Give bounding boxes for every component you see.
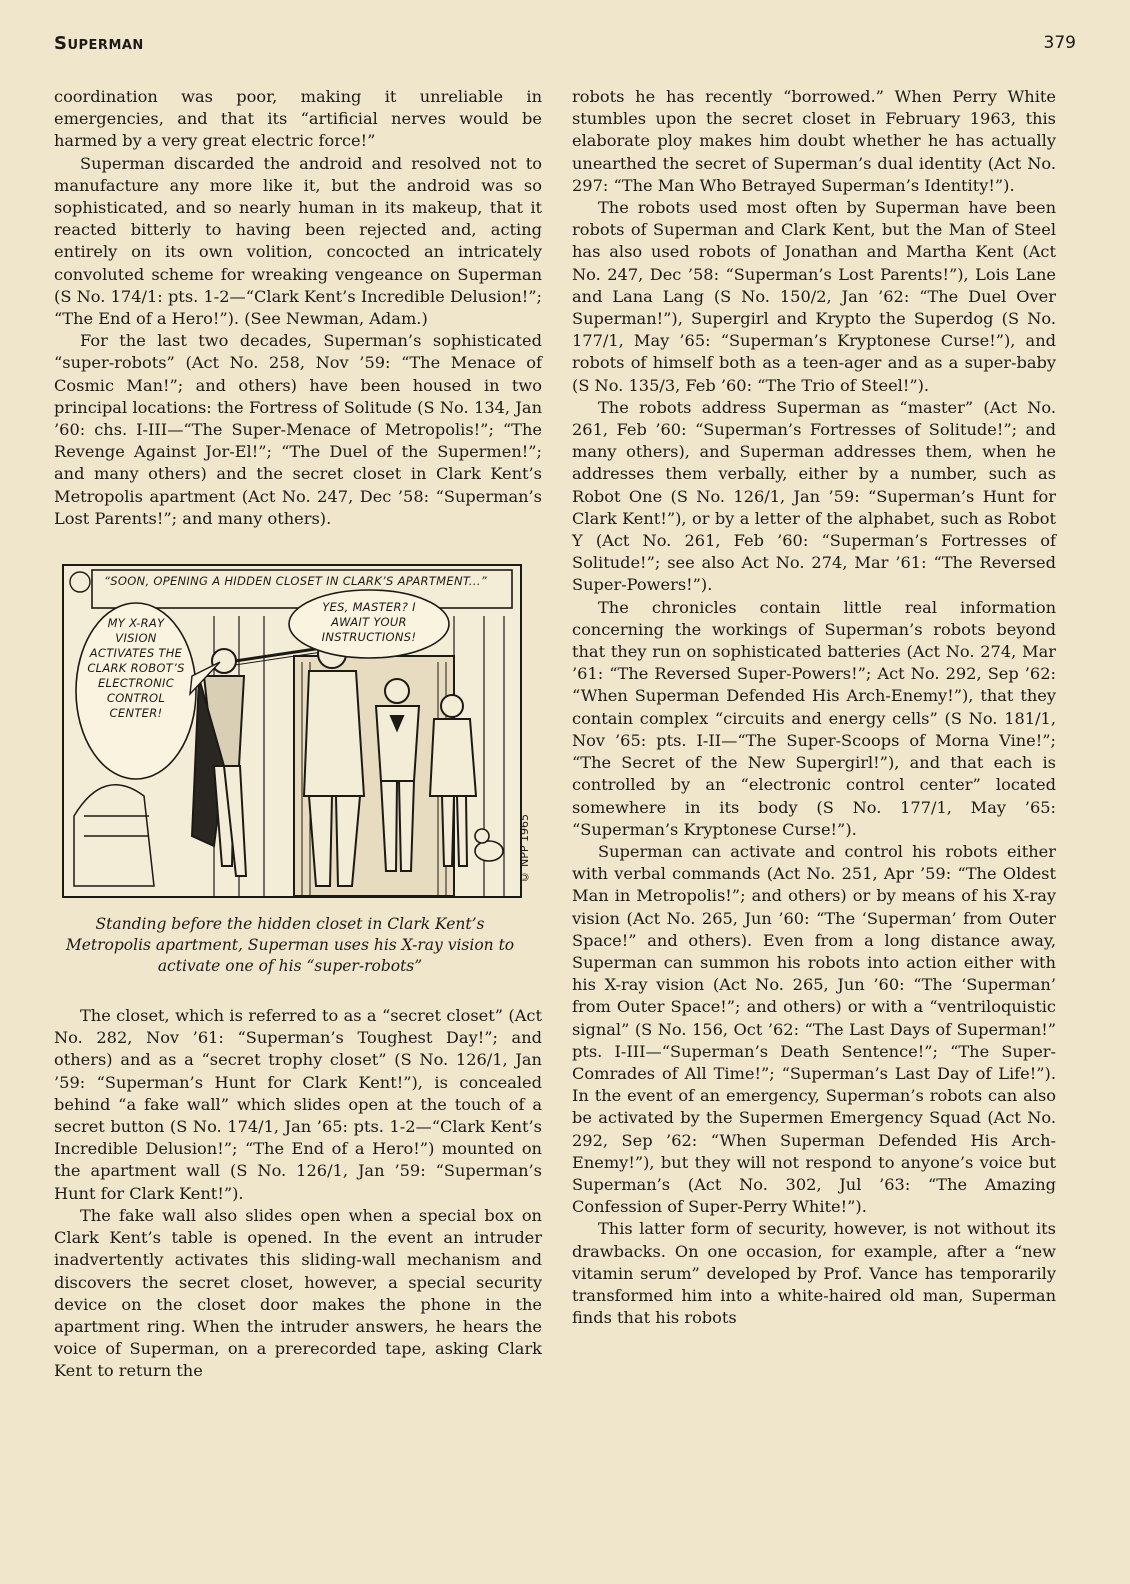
running-head (54, 33, 1076, 61)
left-column-lower (54, 1005, 542, 1382)
running-head-title: Superman (54, 33, 144, 54)
paragraph: For the last two decades, Superman’s sophisticated “super-robots” (Act No. 258, Nov ’59: “The Menace of Cosmic Man!”; and others) have been housed in two principal locations: the Fortress of Solitude (S No. 134, Jan ’60: chs. I-III—“The Super-Menace of Metropolis!”; “The Revenge Against Jor-El!”; “The Duel of the Supermen!”; and many others) and the secret closet in Clark Kent’s Metropolis apartment (Act No. 247, Dec ’58: “Superman’s Lost Parents!”; and many others). (54, 331, 542, 528)
caption-box-text: “SOON, OPENING A HIDDEN CLOSET IN CLARK’S APARTMENT...” (104, 574, 487, 589)
superman-balloon: MY X-RAY VISION ACTIVATES THE CLARK ROBOT’S ELECTRONIC CONTROL CENTER! (87, 616, 185, 721)
paragraph: The fake wall also slides open when a special box on Clark Kent’s table is opened. In the event an intruder inadvertently activates this sliding-wall mechanism and discovers the secret closet, however, a special security device on the closet door makes the phone in the apartment ring. When the intruder answers, he hears the voice of Superman, on a prerecorded tape, asking Clark Kent to return the (54, 1205, 542, 1381)
right-column (572, 86, 1056, 1329)
paragraph: The robots address Superman as “master” (Act No. 261, Feb ’60: “Superman’s Fortresses of Solitude!”; and many others), and Superman addresses them, when he addresses them verbally, either by a number, such as Robot One (S No. 126/1, Jan ’59: “Superman’s Hunt for Clark Kent!”), or by a letter of the alphabet, such as Robot Y (Act No. 261, Feb ’60: “Superman’s Fortresses of Solitude!”; see also Act No. 274, Mar ’61: “The Reversed Super-Powers!”). (572, 397, 1056, 595)
left-column (54, 86, 542, 1383)
paragraph: The chronicles contain little real information concerning the workings of Superman’s robots beyond that they run on sophisticated batteries (Act No. 274, Mar ’61: “The Reversed Super-Powers!”; Act No. 292, Sep ’62: “When Superman Defended His Arch-Enemy!”), that they contain complex “circuits and energy cells” (S No. 181/1, Nov ’65: pts. I-II—“The Super-Scoops of Morna Vine!”; “The Secret of the New Supergirl!”), and that each is controlled by an “electronic control center” located somewhere in its body (S No. 177/1, May ’65: “Superman’s Kryptonese Curse!”). (572, 597, 1056, 839)
paragraph: This latter form of security, however, is not without its drawbacks. On one occasion, for example, after a “new vitamin serum” developed by Prof. Vance has temporarily transformed him into a white-haired old man, Superman finds that his robots (572, 1219, 1056, 1328)
page-number: 379 (1043, 33, 1076, 53)
paragraph: Superman discarded the android and resolved not to manufacture any more like it, but the android was so sophisticated, and so nearly human in its makeup, that it reacted bitterly to having been rejected and, acting entirely on its own volition, concocted an intricately convoluted scheme for wreaking vengeance on Superman (S No. 174/1: pts. 1-2—“Clark Kent’s Incredible Delusion!”; “The End of a Hero!”). (See Newman, Adam.) (54, 153, 542, 329)
paragraph: The robots used most often by Superman have been robots of Superman and Clark Kent, but the Man of Steel has also used robots of Jonathan and Martha Kent (Act No. 247, Dec ’58: “Superman’s Lost Parents!”), Lois Lane and Lana Lang (S No. 150/2, Jan ’62: “The Duel Over Superman!”), Supergirl and Krypto the Superdog (S No. 177/1, May ’65: “Superman’s Kryptonese Curse!”), and robots of himself both as a teen-ager and as a super-baby (S No. 135/3, Feb ’60: “The Trio of Steel!”). (572, 198, 1056, 395)
comic-figure (62, 564, 532, 977)
figure-caption: Standing before the hidden closet in Clark Kent’s Metropolis apartment, Superman uses his X-ray vision to activate one of his “super-robots” (65, 915, 515, 976)
comic-panel (62, 564, 522, 898)
robot-balloon: YES, MASTER? I AWAIT YOUR INSTRUCTIONS! (321, 600, 417, 645)
paragraph: Superman can activate and control his robots either with verbal commands (Act No. 251, Apr ’59: “The Oldest Man in Metropolis!”; and others) or by means of his X-ray vision (Act No. 265, Jun ’60: “The ‘Superman’ from Outer Space!” and others). Even from a long distance away, Superman can summon his robots into action either with his X-ray vision (Act No. 265, Jun ’60: “The ‘Superman’ from Outer Space!”; and others) or with a “ventriloquistic signal” (S No. 156, Oct ’62: “The Last Days of Superman!” pts. I-III—“Superman’s Death Sentence!”; “The Super-Comrades of All Time!”; “Superman’s Last Day of Life!”). In the event of an emergency, Superman’s robots can also be activated by the Supermen Emergency Squad (Act No. 292, Sep ’62: “When Superman Defended His Arch-Enemy!”), but they will not respond to anyone’s voice but Superman’s (Act No. 302, Jul ’63: “The Amazing Confession of Super-Perry White!”). (572, 841, 1056, 1217)
paragraph: coordination was poor, making it unreliable in emergencies, and that its “artificial nerves would be harmed by a very great electric force!” (54, 87, 542, 151)
copyright-credit: © NPP 1965 (517, 814, 531, 884)
paragraph: The closet, which is referred to as a “secret closet” (Act No. 282, Nov ’61: “Superman’s Toughest Day!”; and others) and as a “secret trophy closet” (S No. 126/1, Jan ’59: “Superman’s Hunt for Clark Kent!”), is concealed behind “a fake wall” which slides open at the touch of a secret button (S No. 174/1, Jan ’65: pts. 1-2—“Clark Kent’s Incredible Delusion!”; “The End of a Hero!”) mounted on the apartment wall (S No. 126/1, Jan ’59: “Superman’s Hunt for Clark Kent!”). (54, 1006, 542, 1203)
paragraph: robots he has recently “borrowed.” When Perry White stumbles upon the secret closet in February 1963, this elaborate ploy makes him doubt whether he has actually unearthed the secret of Superman’s dual identity (Act No. 297: “The Man Who Betrayed Superman’s Identity!”). (572, 87, 1056, 195)
